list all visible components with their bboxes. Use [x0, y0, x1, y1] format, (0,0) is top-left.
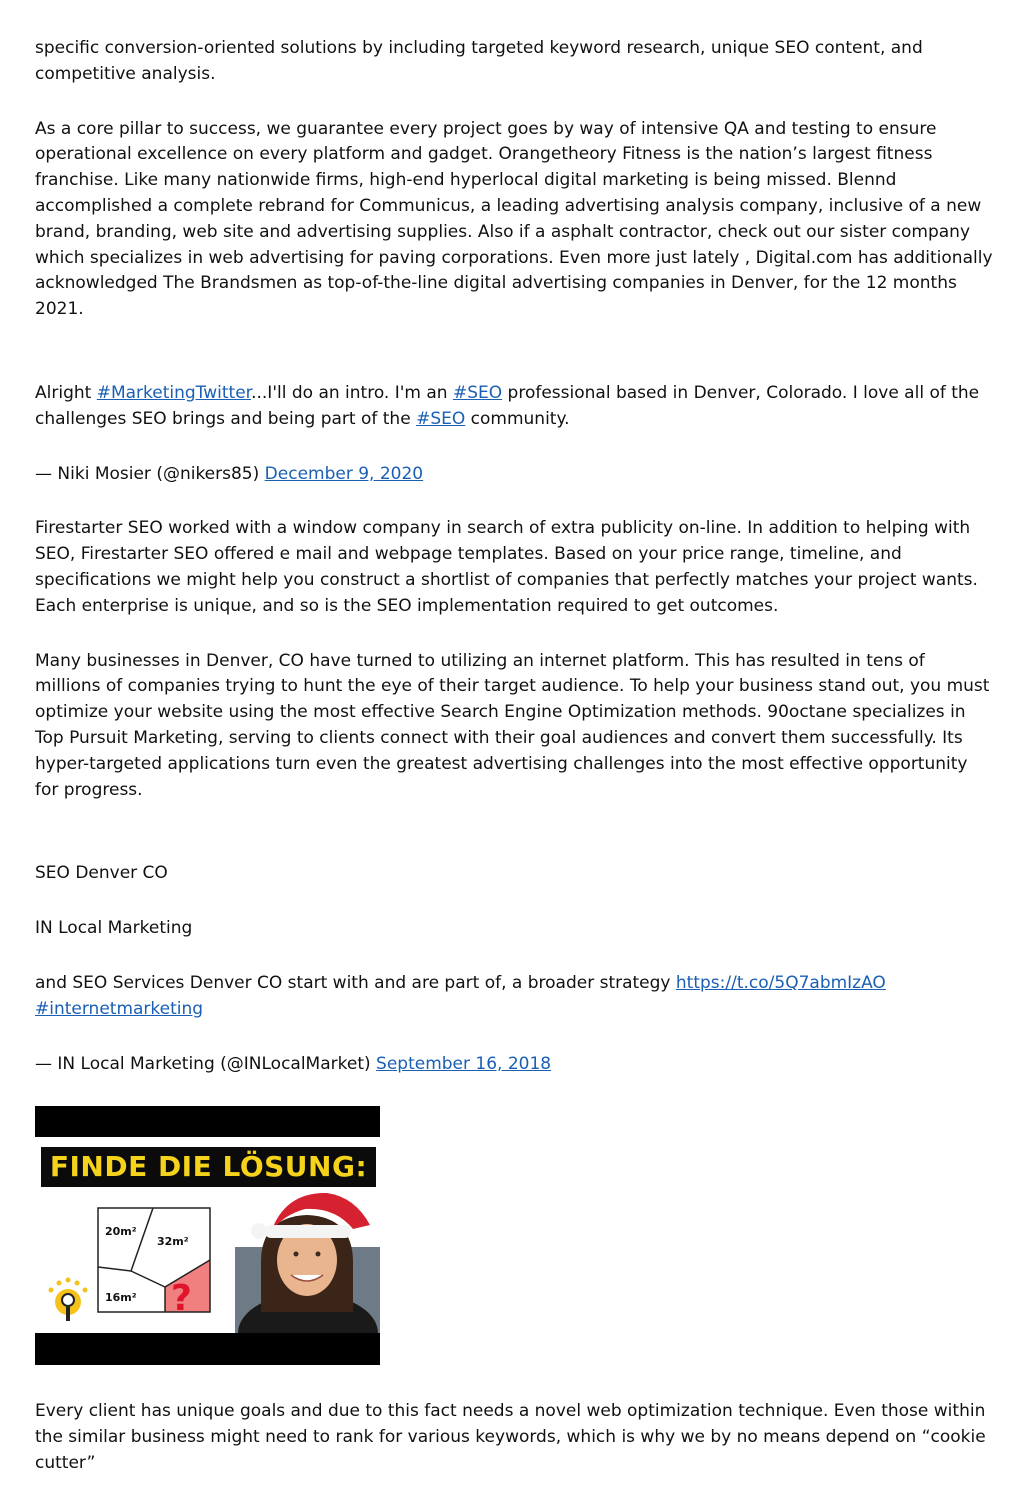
area-label-16: 16m²: [105, 1291, 137, 1305]
hashtag-internetmarketing-link[interactable]: #internetmarketing: [35, 998, 204, 1019]
tweet-2-attribution: [35, 1052, 995, 1078]
heading-seo-denver: SEO Denver CO: [35, 863, 168, 884]
bee-logo-icon: [49, 1278, 88, 1322]
tweet-1-date-link[interactable]: December 9, 2020: [264, 463, 424, 484]
video-thumbnail[interactable]: [35, 1106, 380, 1365]
tweet-1-author: — Niki Mosier (@nikers85): [35, 463, 265, 484]
hashtag-marketingtwitter-link[interactable]: #MarketingTwitter: [96, 382, 252, 403]
presenter-photo: [235, 1193, 380, 1333]
hashtag-seo-link[interactable]: #SEO: [452, 382, 503, 403]
tweet-1-text-c: professional based in Denver, Colorado. I love all of the challenges SEO brings and being part of the: [35, 382, 980, 429]
tweet-1-text-b: ...I'll do an intro. I'm an: [251, 382, 453, 403]
area-label-32: 32m²: [157, 1235, 189, 1249]
tweet-2-date-link[interactable]: September 16, 2018: [376, 1053, 552, 1074]
tweet-1-text: [35, 381, 995, 433]
area-label-20: 20m²: [105, 1225, 137, 1239]
tweet-2-text-a: and SEO Services Denver CO start with and are part of, a broader strategy: [35, 972, 676, 993]
tweet-2-author: — IN Local Marketing (@INLocalMarket): [35, 1053, 377, 1074]
thumbnail-illustration: [35, 1137, 380, 1333]
paragraph-3: Firestarter SEO worked with a window company in search of extra publicity on-line. In addition to helping with SEO, Firestarter SEO offered e mail and webpage templates. Based on your price range, timeline, and specifications we might help you construct a shortlist of companies that perfectly matches your project wants. Each enterprise is unique, and so is the SEO implementation required to get outcomes.: [35, 518, 978, 616]
tweet-2-text: [35, 971, 995, 1023]
tweet-1-text-d: community.: [465, 408, 570, 429]
thumbnail-image: [35, 1137, 380, 1333]
heading-in-local-marketing: IN Local Marketing: [35, 918, 193, 939]
paragraph-2: As a core pillar to success, we guarantee every project goes by way of intensive QA and testing to ensure operational excellence on every platform and gadget. Orangetheory Fitness is the nation’s largest fitness franchise. Like many nationwide firms, high-end hyperlocal digital marketing is being missed. Blennd accomplished a complete rebrand for Communicus, a leading advertising analysis company, inclusive of a new brand, branding, web site and advertising supplies. Also if a asphalt contractor, check out our sister company which specializes in web advertising for paving corporations. Even more just lately , Digital.com has additionally acknowledged The Brandsmen as top-of-the-line digital advertising companies in Denver, for the 12 months 2021.: [35, 118, 993, 320]
paragraph-1: specific conversion-oriented solutions by including targeted keyword research, unique SEO content, and competitive analysis.: [35, 38, 923, 84]
thumbnail-title: FINDE DIE LÖSUNG:: [41, 1147, 376, 1187]
tweet-2-short-link[interactable]: https://t.co/5Q7abmIzAO: [675, 972, 886, 993]
article-body: [35, 36, 995, 1506]
tweet-1-attribution: [35, 462, 995, 488]
paragraph-last: Every client has unique goals and due to this fact needs a novel web optimization technique. Even those within the similar business might need to rank for various keywords, which is why we by no means depend on “cookie cutter”: [35, 1401, 986, 1473]
tweet-1-text-a: Alright: [35, 382, 97, 403]
paragraph-4: Many businesses in Denver, CO have turned to utilizing an internet platform. This has resulted in tens of millions of companies trying to hunt the eye of their target audience. To help your business stand out, you must optimize your website using the most effective Search Engine Optimization methods. 90octane specializes in Top Pursuit Marketing, serving to clients connect with their goal audiences and convert them successfully. Its hyper-targeted applications turn even the greatest advertising challenges into the most effective opportunity for progress.: [35, 650, 990, 800]
question-mark: ?: [171, 1278, 192, 1320]
hashtag-seo-link-2[interactable]: #SEO: [416, 408, 466, 429]
